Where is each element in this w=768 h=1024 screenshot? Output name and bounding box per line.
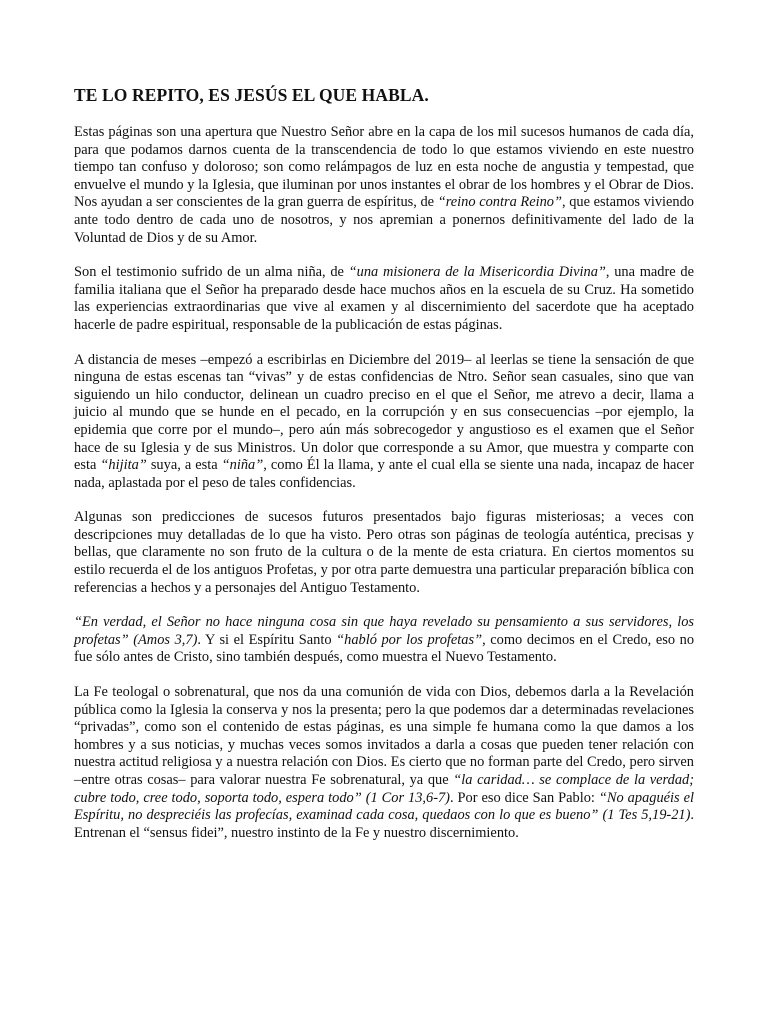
paragraph-text: A distancia de meses –empezó a escribirlas en Diciembre del 2019– al leerlas se tiene la sensación de que ninguna de estas escenas tan “vivas” y de estas confidencias de Ntro. Señor sean casuales, sino que van siguiendo un hilo conductor, delinean un cuadro preciso en el que el Señor, me atrevo a decir, llama a juicio al mundo que se hunde en el pecado, en la corrupción y en sus consecuencias –por ejemplo, la epidemia que corre por el mundo–, pero aún más sobrecogedor y angustioso es el examen que el Señor hace de su Iglesia y de sus Ministros. Un dolor que corresponde a su Amor, que muestra y comparte con esta [74, 351, 694, 474]
paragraph-text: Son el testimonio sufrido de un alma niña, de [74, 264, 349, 281]
paragraph-text: , una madre de familia italiana que el Señor ha preparado desde hace muchos años en la escuela de su Cruz. Ha sometido las experiencias extraordinarias que vive al examen y al discernimiento del sacerdote que ha aceptado hacerle de padre espiritual, responsable de la publicación de estas páginas. [74, 264, 694, 333]
paragraph-text: , que estamos viviendo ante todo dentro de cada uno de nosotros, y nos apremian a ponernos definitivamente del lado de la Voluntad de Dios y de su Amor. [74, 194, 694, 246]
paragraph-text: Algunas son predicciones de sucesos futuros presentados bajo figuras misteriosas; a veces con descripciones muy detalladas de lo que ha visto. Pero otras son páginas de teología auténtica, precisas y bellas, que claramente no son fruto de la cultura o de la mente de esta criatura. En ciertos momentos su estilo recuerda el de los antiguos Profetas, y por otra parte demuestra una particular preparación bíblica con referencias a hechos y a personajes del Antiguo Testamento. [74, 509, 694, 596]
body-paragraph [74, 124, 694, 247]
paragraph-text: . Y si el Espíritu Santo [197, 631, 337, 648]
italic-quote: “hijita” [100, 457, 147, 474]
body-paragraph [74, 352, 694, 493]
body-paragraph [74, 614, 694, 667]
paragraph-text: . Entrenan el “sensus fidei”, nuestro instinto de la Fe y nuestro discernimiento. [74, 807, 694, 841]
body-paragraph [74, 264, 694, 334]
paragraph-text: La Fe teologal o sobrenatural, que nos da una comunión de vida con Dios, debemos darla a la Revelación pública como la Iglesia la conserva y nos la presenta; pero la que podemos dar a determinadas revelaciones “privadas”, como son el contenido de estas páginas, es una simple fe humana como la que damos a los hombres y a sus noticias, y muchas veces somos invitados a darla a cosas que pueden tener relación con nuestra actitud religiosa y a nuestra relación con Dios. Es cierto que no forman parte del Credo, pero sirven –entre otras cosas– para valorar nuestra Fe sobrenatural, ya que [74, 684, 694, 788]
italic-quote: “reino contra Reino” [437, 194, 562, 211]
italic-quote: “No apaguéis el Espíritu, no despreciéis las profecías, examinad cada cosa, quedaos con lo que es bueno” (1 Tes 5,19-21) [74, 789, 694, 824]
italic-quote: “habló por los profetas” [336, 631, 483, 648]
paragraph-text: . Por eso dice San Pablo: [449, 789, 599, 806]
paragraph-text: , como decimos en el Credo, eso no fue sólo antes de Cristo, sino también después, como muestra el Nuevo Testamento. [74, 631, 695, 666]
italic-quote: “una misionera de la Misericordia Divina” [348, 264, 606, 281]
italic-quote: “En verdad, el Señor no hace ninguna cosa sin que haya revelado su pensamiento a sus servidores, los profetas” (Amos 3,7) [74, 614, 694, 648]
body-paragraph [74, 509, 694, 597]
italic-quote: “la caridad… se complace de la verdad; cubre todo, cree todo, soporta todo, espera todo” (1 Cor 13,6-7) [74, 772, 695, 806]
paragraph-text: , como Él la llama, y ante el cual ella se siente una nada, incapaz de hacer nada, aplastada por el peso de tales confidencias. [74, 457, 694, 491]
italic-quote: “niña” [221, 457, 264, 474]
body-paragraph [74, 684, 694, 842]
paragraph-text: Estas páginas son una apertura que Nuestro Señor abre en la capa de los mil sucesos humanos de cada día, para que podamos darnos cuenta de la transcendencia de todo lo que estamos viviendo en este nuestro tiempo tan confuso y doloroso; son como relámpagos de luz en esta noche de angustia y tempestad, que envuelve el mundo y la Iglesia, que iluminan por unos instantes el obrar de los hombres y el Obrar de Dios. Nos ayudan a ser conscientes de la gran guerra de espíritus, de [74, 124, 694, 211]
document-body [74, 124, 694, 842]
document-page [74, 85, 694, 859]
document-title: TE LO REPITO, ES JESÚS EL QUE HABLA. [74, 85, 429, 105]
paragraph-text: suya, a esta [146, 457, 222, 474]
